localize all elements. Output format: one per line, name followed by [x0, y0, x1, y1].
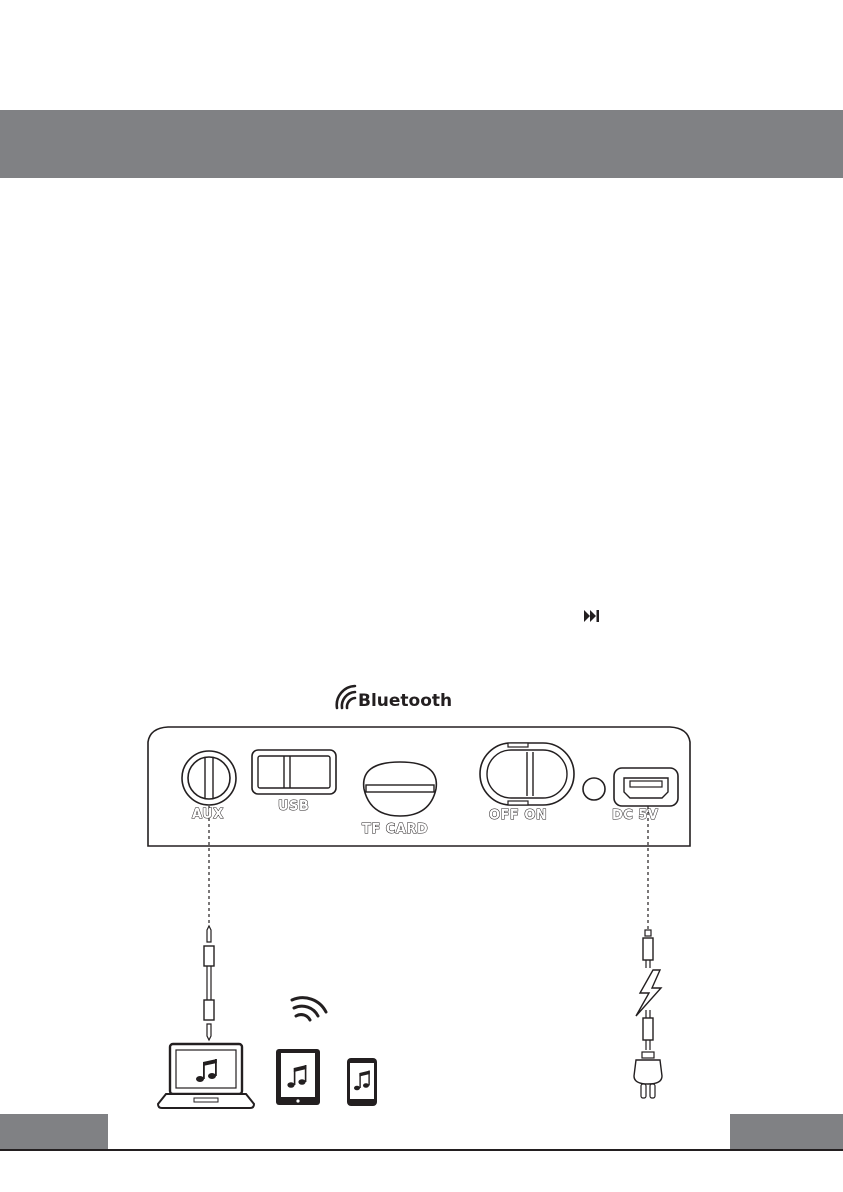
- footer-left-tab: [0, 1114, 108, 1149]
- power-switch: [480, 743, 574, 805]
- dc-label: DC 5V: [612, 808, 659, 823]
- tablet-music-icon: [276, 1049, 320, 1105]
- phone-music-icon: [347, 1058, 377, 1106]
- aux-label: AUX: [192, 807, 224, 822]
- bluetooth-logo: [335, 678, 465, 714]
- power-switch-label: OFF ON: [489, 808, 548, 823]
- bluetooth-logo-text: Bluetooth: [358, 691, 453, 711]
- diagram-graphics: [0, 720, 843, 1120]
- usb-label: USB: [278, 799, 310, 814]
- skip-forward-icon: [584, 610, 600, 622]
- header-band: [0, 110, 843, 178]
- dc-port: [614, 768, 678, 806]
- aux-port: [182, 751, 236, 805]
- power-plug-icon: [634, 1052, 662, 1098]
- footer-rule: [0, 1149, 843, 1151]
- footer-right-tab: [730, 1114, 843, 1149]
- wireless-waves-icon: [292, 998, 326, 1020]
- usb-port: [252, 750, 336, 794]
- tf-card-label: TF CARD: [362, 822, 429, 837]
- laptop-music-icon: [158, 1044, 254, 1108]
- status-led: [583, 778, 605, 800]
- connection-diagram: [0, 720, 843, 1120]
- tf-card-slot: [364, 762, 437, 816]
- power-lightning-icon: [636, 970, 661, 1016]
